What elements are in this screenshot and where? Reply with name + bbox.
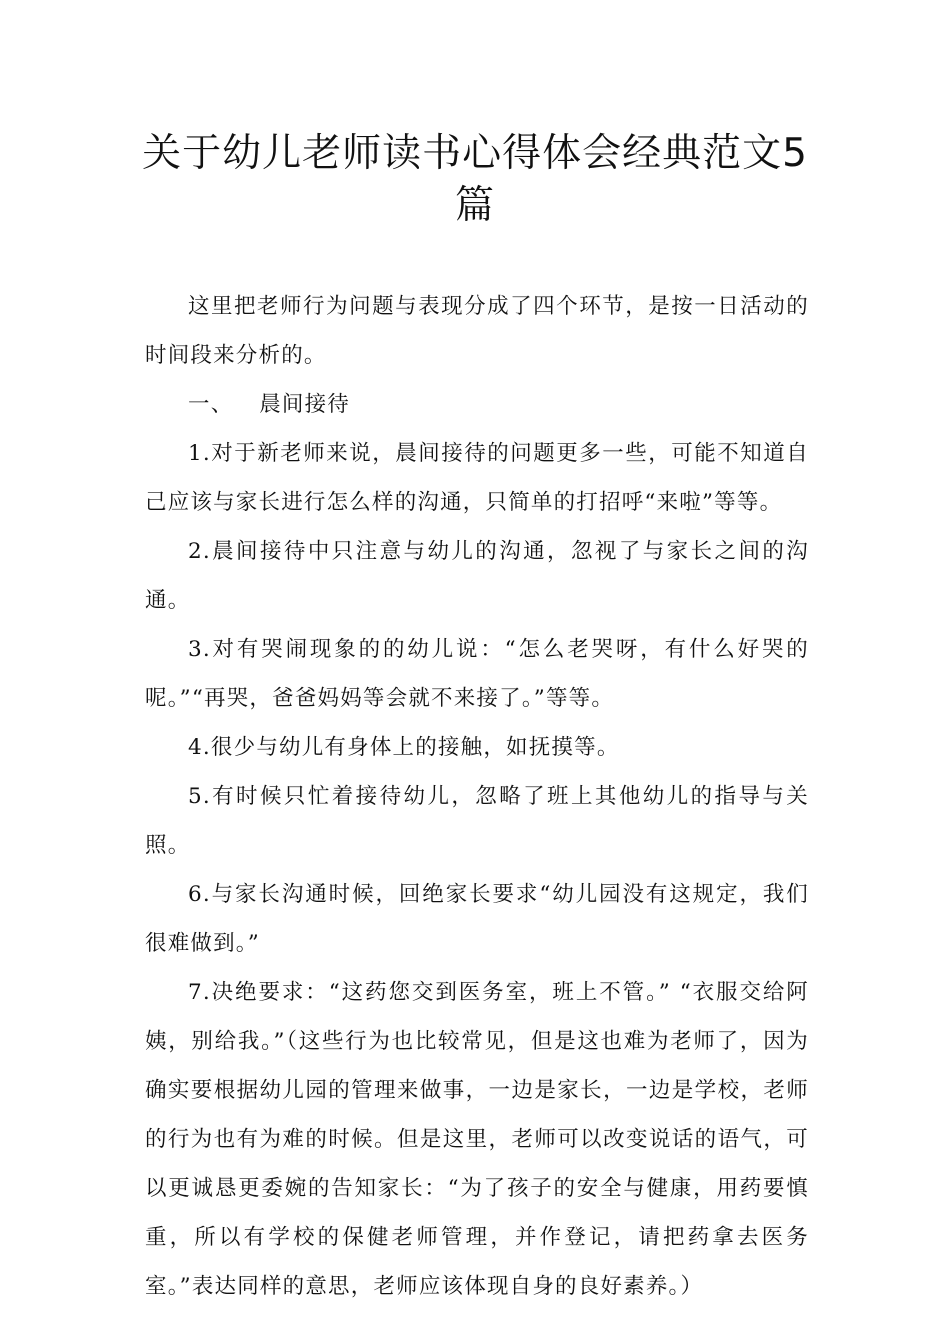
intro-paragraph: 这里把老师行为问题与表现分成了四个环节，是按一日活动的时间段来分析的。 bbox=[145, 294, 809, 368]
document-title: 关于幼儿老师读书心得体会经典范文5篇 bbox=[142, 131, 808, 228]
list-item: 1.对于新老师来说，晨间接待的问题更多一些，可能不知道自己应该与家长进行怎么样的沟通，只简单的打招呼“来啦”等等。 bbox=[145, 441, 809, 515]
section-number: 一、 bbox=[188, 392, 234, 417]
section-label: 晨间接待 bbox=[259, 392, 351, 417]
list-item: 5.有时候只忙着接待幼儿，忽略了班上其他幼儿的指导与关照。 bbox=[145, 784, 809, 858]
document-body bbox=[145, 282, 809, 1311]
list-item: 3.对有哭闹现象的的幼儿说：“怎么老哭呀，有什么好哭的呢。”“再哭，爸爸妈妈等会就不来接了。”等等。 bbox=[145, 637, 809, 711]
list-item: 4.很少与幼儿有身体上的接触，如抚摸等。 bbox=[188, 735, 620, 760]
section-heading bbox=[145, 380, 809, 429]
list-item: 6.与家长沟通时候，回绝家长要求“幼儿园没有这规定，我们很难做到。” bbox=[145, 882, 809, 956]
list-item: 7.决绝要求：“这药您交到医务室，班上不管。” “衣服交给阿姨，别给我。”（这些行为也比较常见，但是这也难为老师了，因为确实要根据幼儿园的管理来做事，一边是家长，一边是学校，老师的行为也有为难的时候。但是这里，老师可以改变说话的语气，可以更诚恳更委婉的告知家长：“为了孩子的安全与健康，用药要慎重，所以有学校的保健老师管理，并作登记，请把药拿去医务室。”表达同样的意思，老师应该体现自身的良好素养。） bbox=[145, 980, 809, 1299]
list-item: 2.晨间接待中只注意与幼儿的沟通，忽视了与家长之间的沟通。 bbox=[145, 539, 809, 613]
